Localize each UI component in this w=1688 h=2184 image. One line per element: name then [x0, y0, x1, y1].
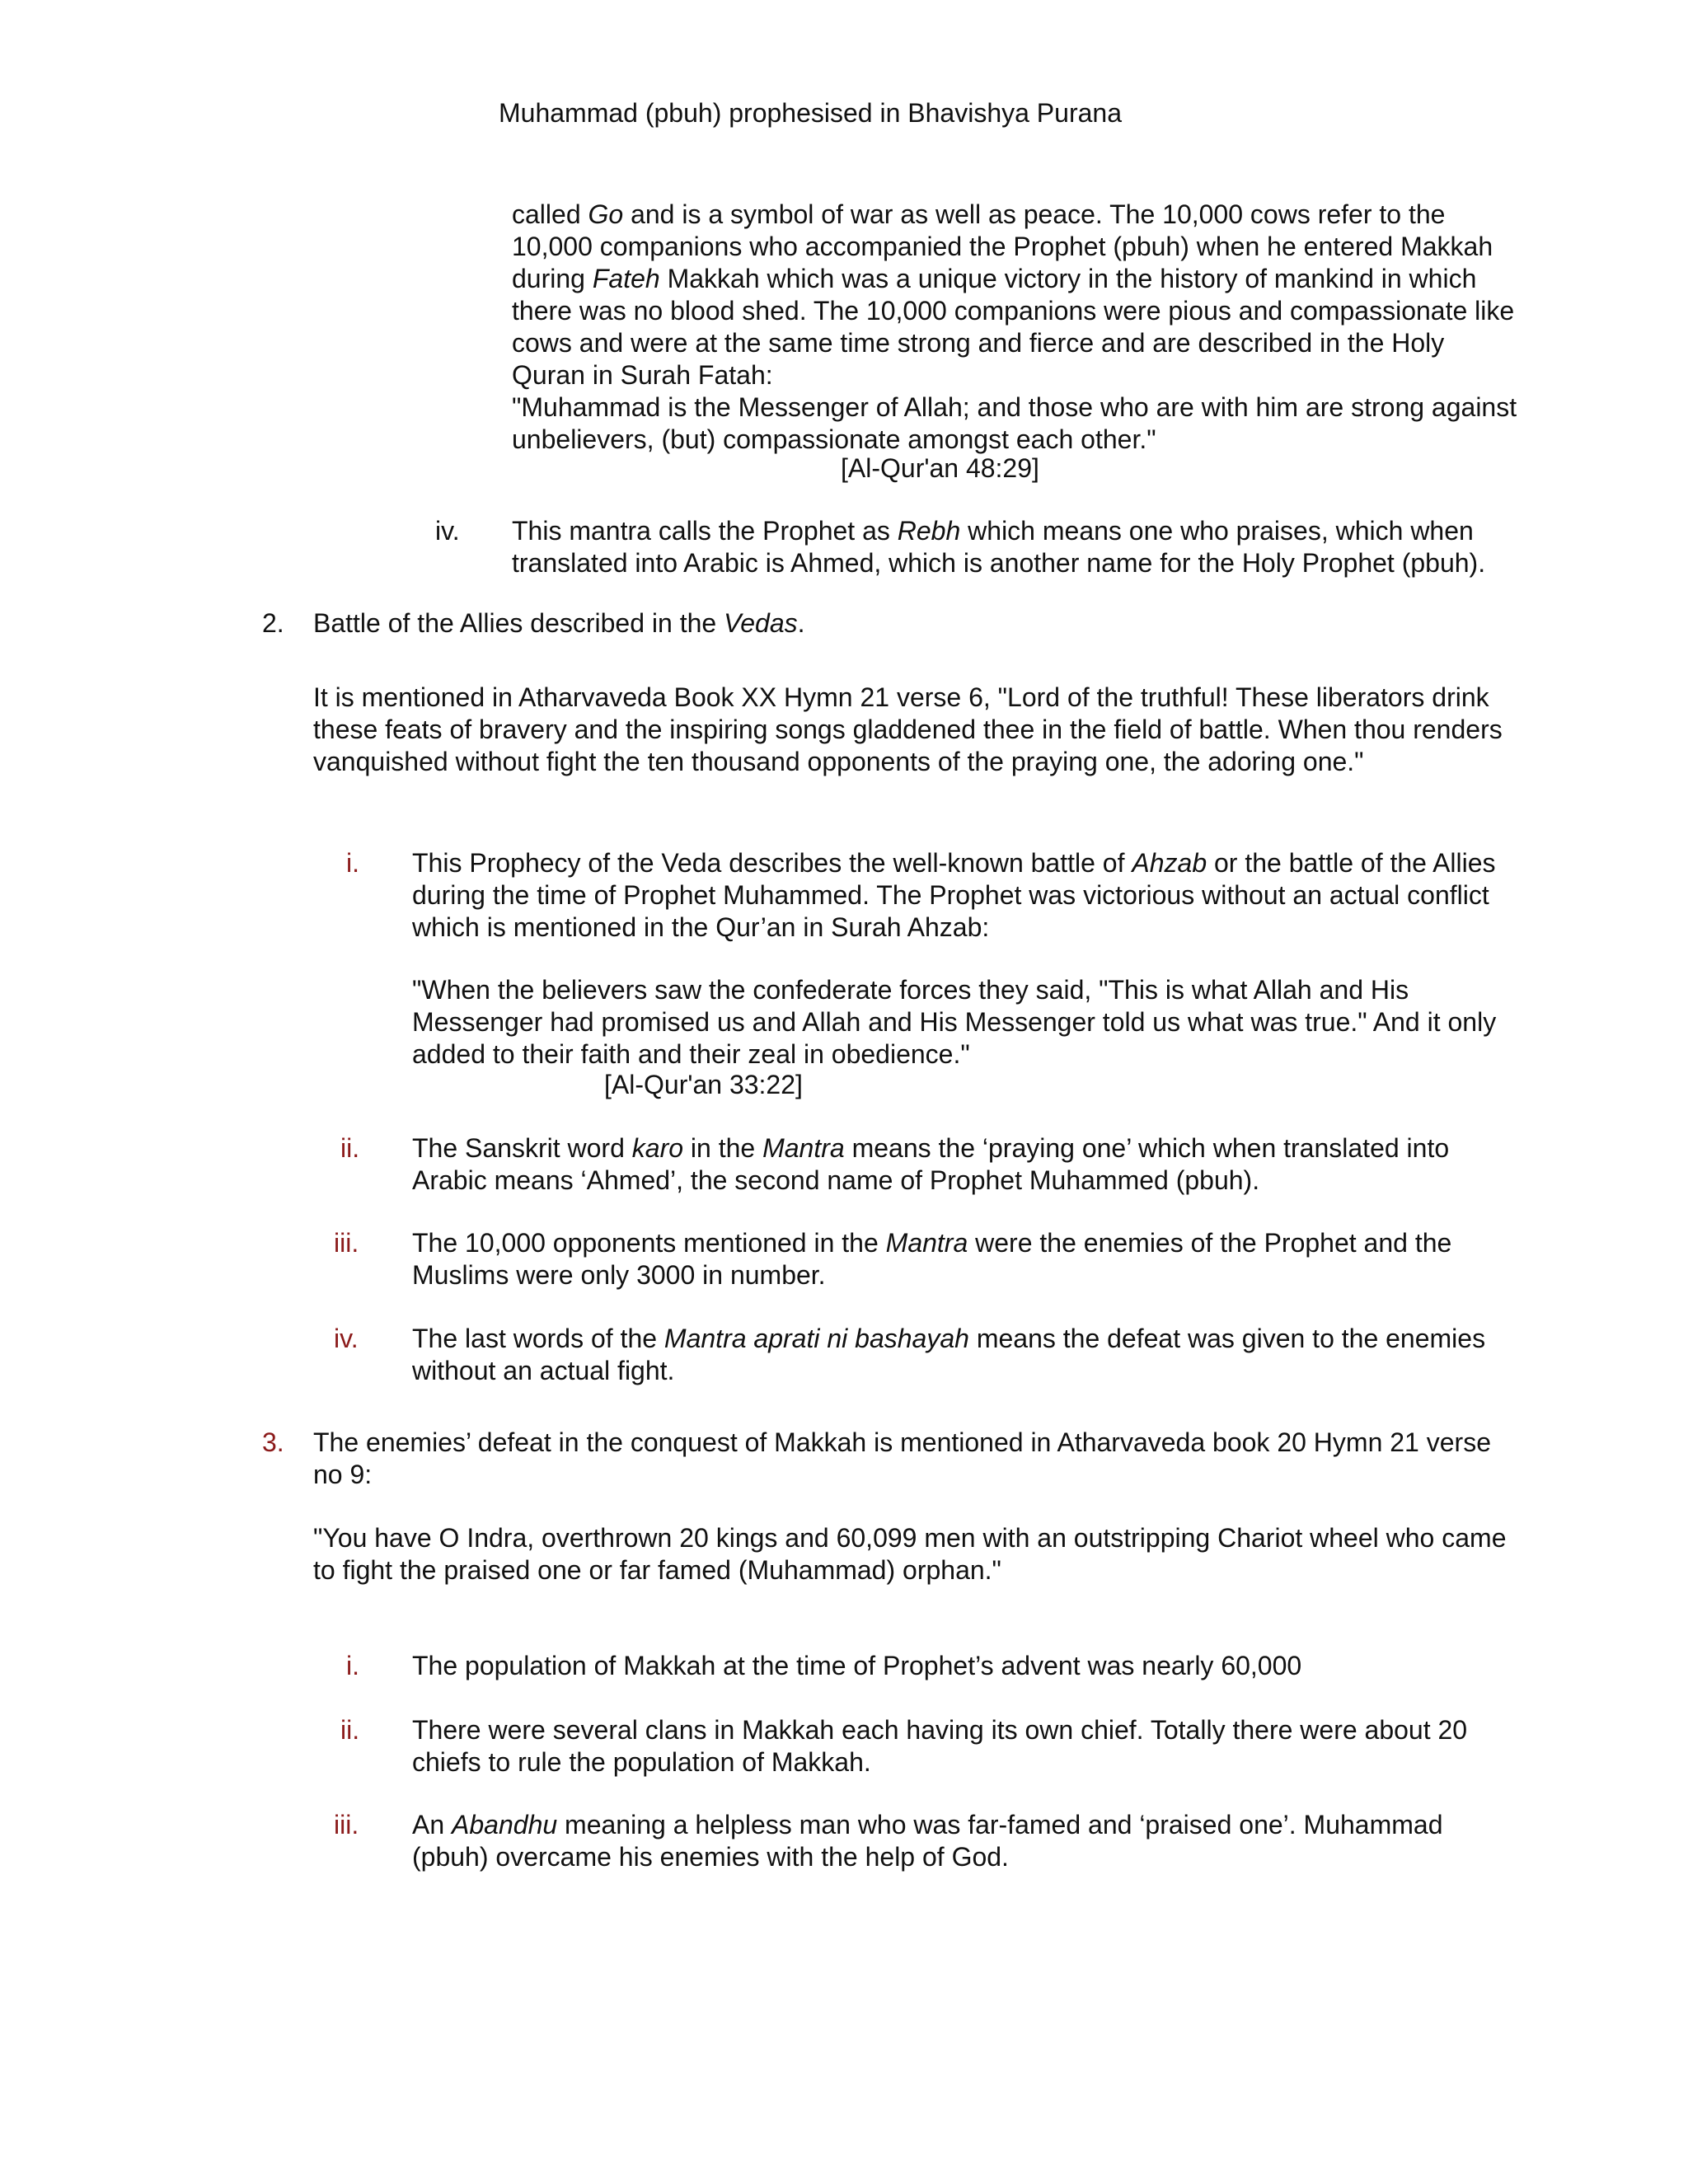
- text-line: translated into Arabic is Ahmed, which is another name for the Holy Prophet (pbuh).: [512, 548, 1486, 578]
- section-number: 2.: [262, 608, 284, 638]
- list-number: ii.: [340, 1715, 360, 1745]
- list-item-text: [412, 1132, 1599, 1197]
- list-number: iv.: [435, 516, 460, 546]
- list-number: iv.: [334, 1324, 359, 1353]
- text-line: The Sanskrit word karo in the Mantra means the ‘praying one’ which when translated into: [412, 1133, 1450, 1163]
- quote-line: Messenger had promised us and Allah and His Messenger told us what was true." And it only: [412, 1007, 1497, 1037]
- quote-line: "When the believers saw the confederate forces they said, "This is what Allah and His: [412, 975, 1409, 1005]
- quote-block: [412, 974, 1599, 1071]
- text-line: The 10,000 opponents mentioned in the Mantra were the enemies of the Prophet and the: [412, 1228, 1452, 1258]
- text-line: Muslims were only 3000 in number.: [412, 1260, 826, 1290]
- heading-punct: .: [797, 608, 805, 638]
- continuation-paragraph: [512, 199, 1583, 456]
- text-line: The last words of the Mantra aprati ni bashayah means the defeat was given to the enemies: [412, 1324, 1486, 1353]
- section-heading: [313, 607, 805, 640]
- list-number: ii.: [340, 1133, 360, 1163]
- quran-reference: [Al-Qur'an 48:29]: [841, 453, 1039, 483]
- heading-emphasis: Vedas: [724, 608, 798, 638]
- text-line: vanquished without fight the ten thousand opponents of the praying one, the adoring one.": [313, 747, 1364, 776]
- page-header-title: Muhammad (pbuh) prophesised in Bhavishya Purana: [499, 98, 1122, 128]
- text-line: Quran in Surah Fatah:: [512, 360, 773, 390]
- text-line: There were several clans in Makkah each having its own chief. Totally there were about 20: [412, 1715, 1468, 1745]
- list-number: i.: [346, 1651, 359, 1680]
- text-line: these feats of bravery and the inspiring songs gladdened thee in the field of battle. When thou renders: [313, 715, 1503, 744]
- section3-paragraph: [313, 1427, 1599, 1491]
- quote-block: [313, 1522, 1599, 1586]
- heading-text: Battle of the Allies described in the: [313, 608, 724, 638]
- list-number: iii.: [334, 1810, 359, 1840]
- quote-line: unbelievers, (but) compassionate amongst each other.": [512, 424, 1156, 454]
- text-line: The population of Makkah at the time of Prophet’s advent was nearly 60,000: [412, 1651, 1302, 1680]
- text-line: It is mentioned in Atharvaveda Book XX Hymn 21 verse 6, "Lord of the truthful! These liberators drink: [313, 682, 1489, 712]
- list-item-text: [412, 1227, 1599, 1291]
- text-line: during the time of Prophet Muhammed. The Prophet was victorious without an actual conflict: [412, 880, 1489, 910]
- text-line: Arabic means ‘Ahmed’, the second name of Prophet Muhammed (pbuh).: [412, 1165, 1260, 1195]
- list-item-text: [412, 1323, 1599, 1387]
- section-number: 3.: [262, 1427, 284, 1457]
- quran-reference: [Al-Qur'an 33:22]: [604, 1070, 803, 1099]
- text-line: there was no blood shed. The 10,000 companions were pious and compassionate like: [512, 296, 1515, 326]
- quote-line: to fight the praised one or far famed (Muhammad) orphan.": [313, 1555, 1001, 1585]
- text-line: which is mentioned in the Qur’an in Surah Ahzab:: [412, 912, 990, 942]
- list-number: iii.: [334, 1228, 359, 1258]
- text-line: This mantra calls the Prophet as Rebh which means one who praises, which when: [512, 516, 1474, 546]
- text-line: called Go and is a symbol of war as well as peace. The 10,000 cows refer to the: [512, 199, 1446, 229]
- text-line: without an actual fight.: [412, 1356, 675, 1385]
- text-line: This Prophecy of the Veda describes the well-known battle of Ahzab or the battle of the Allies: [412, 848, 1496, 878]
- list-item-text: [412, 1650, 1599, 1682]
- text-line: no 9:: [313, 1460, 373, 1489]
- list-item-text: [412, 1809, 1599, 1873]
- text-line: (pbuh) overcame his enemies with the help of God.: [412, 1842, 1009, 1872]
- list-item-text: [412, 1714, 1599, 1779]
- list-item-text: [412, 847, 1599, 944]
- text-line: cows and were at the same time strong and fierce and are described in the Holy: [512, 328, 1445, 358]
- section2-paragraph: [313, 682, 1599, 778]
- text-line: during Fateh Makkah which was a unique victory in the history of mankind in which: [512, 264, 1477, 293]
- text-line: chiefs to rule the population of Makkah.: [412, 1747, 871, 1777]
- list-number: i.: [346, 848, 359, 878]
- text-line: 10,000 companions who accompanied the Prophet (pbuh) when he entered Makkah: [512, 232, 1493, 261]
- text-line: An Abandhu meaning a helpless man who was far-famed and ‘praised one’. Muhammad: [412, 1810, 1443, 1840]
- quote-line: "You have O Indra, overthrown 20 kings and 60,099 men with an outstripping Chariot wheel who came: [313, 1523, 1507, 1553]
- quote-line: added to their faith and their zeal in obedience.": [412, 1039, 970, 1069]
- quote-line: "Muhammad is the Messenger of Allah; and those who are with him are strong against: [512, 392, 1517, 422]
- list-item-text: [512, 515, 1583, 579]
- text-line: The enemies’ defeat in the conquest of Makkah is mentioned in Atharvaveda book 20 Hymn 21 verse: [313, 1427, 1491, 1457]
